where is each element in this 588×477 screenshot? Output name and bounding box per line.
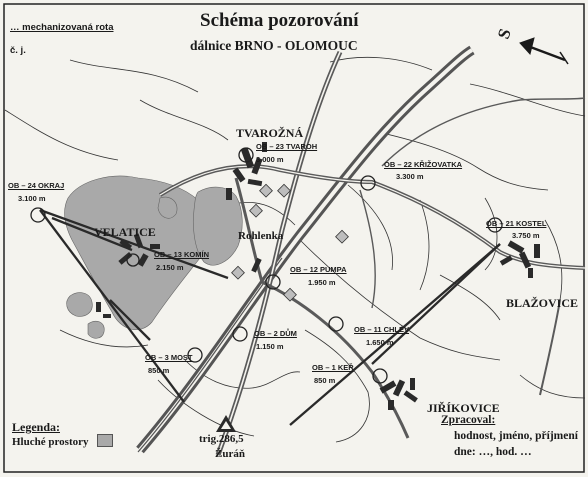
place-velatice: VELATICE [94, 225, 156, 239]
legend-title: Legenda: [12, 420, 60, 434]
place-tvarozna: TVAROŽNÁ [236, 126, 304, 140]
ob-label: OB – 11 CHLÉV [354, 325, 410, 334]
place-blazovice: BLAŽOVICE [506, 296, 579, 310]
ob-label: OB – 23 TVAROH [256, 142, 318, 151]
page-title: Schéma pozorování [200, 10, 359, 31]
ob-distance: 1.150 m [256, 342, 284, 351]
ob-distance: 2.150 m [156, 263, 184, 272]
place-trig: trig.286,5 [199, 433, 244, 445]
page-subtitle: dálnice BRNO - OLOMOUC [190, 38, 358, 53]
ob-distance: 1.650 m [366, 338, 394, 347]
ob-distance: 3.000 m [256, 155, 284, 164]
reference-number: č. j. [10, 45, 26, 56]
ob-label: OB – 22 KŘIŽOVATKA [384, 160, 463, 169]
place-rohlenka: Rohlenka [238, 230, 284, 242]
prepared-by-line2: dne: …, hod. … [454, 446, 532, 458]
ob-distance: 1.950 m [308, 278, 336, 287]
ob-label: OB – 2 DŮM [254, 329, 297, 338]
ob-label: OB – 24 OKRAJ [8, 181, 65, 190]
unit-label: … mechanizovaná rota [10, 22, 114, 33]
ob-distance: 850 m [314, 376, 336, 385]
ob-label: OB – 13 KOMÍN [154, 250, 210, 259]
ob-distance: 3.300 m [396, 172, 424, 181]
prepared-by-title: Zpracoval: [441, 414, 496, 426]
ob-label: OB – 1 KEŘ [312, 363, 354, 372]
ob-label: OB – 3 MOST [145, 353, 193, 362]
place-zuran: Žuráň [215, 448, 245, 460]
ob-distance: 850 m [148, 366, 170, 375]
prepared-by-line1: hodnost, jméno, příjmení [454, 430, 578, 442]
ob-label: OB – 12 PUMPA [290, 265, 347, 274]
ob-distance: 3.100 m [18, 194, 46, 203]
ob-label: OB – 21 KOSTEL [486, 219, 547, 228]
north-arrow-letter: S [493, 26, 515, 42]
legend-swatch [97, 434, 113, 447]
north-arrow-graphic [520, 38, 568, 64]
place-jirikovice: JIŘÍKOVICE [427, 401, 500, 415]
legend-item-dead-ground: Hluché prostory [12, 436, 89, 448]
ob-distance: 3.750 m [512, 231, 540, 240]
